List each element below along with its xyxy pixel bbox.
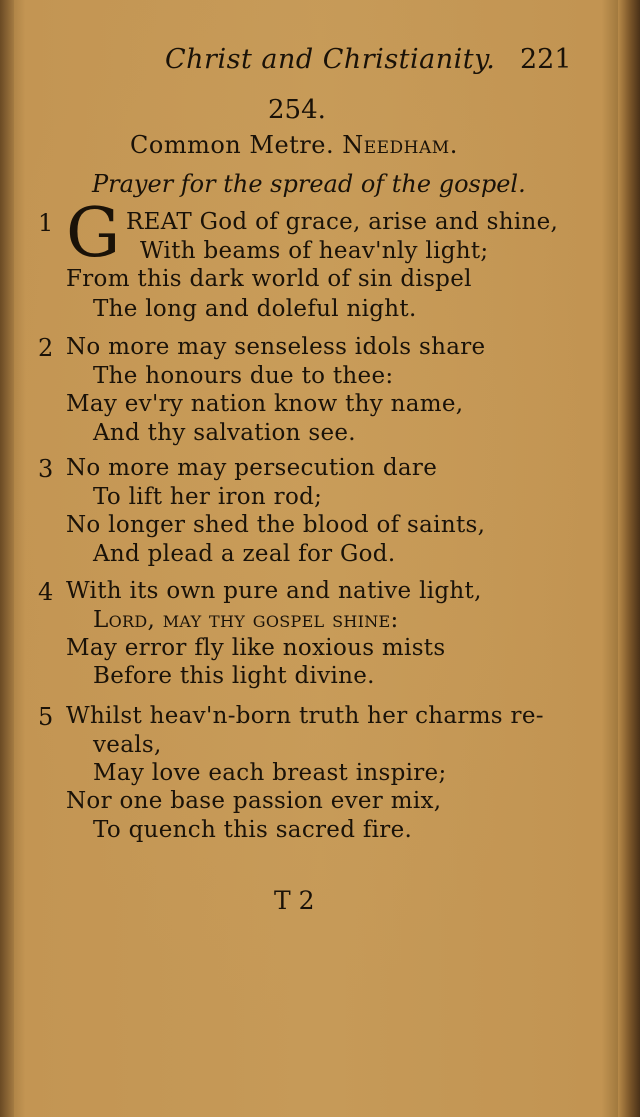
tune-name: Needham.	[342, 131, 458, 159]
verse-line: From this dark world of sin dispel	[66, 266, 472, 292]
verse-line: To lift her iron rod;	[93, 484, 323, 510]
verse-line: Lord, may thy gospel shine:	[93, 607, 399, 633]
verse-line: And thy salvation see.	[93, 420, 356, 446]
verse-number: 2	[38, 334, 54, 362]
verse-number: 1	[38, 209, 54, 237]
page-edge-left	[0, 0, 14, 1117]
drop-cap: G	[66, 194, 121, 273]
verse-number: 3	[38, 455, 54, 483]
verse-number: 5	[38, 703, 54, 731]
verse-line: May love each breast inspire;	[93, 760, 447, 786]
verse-line: To quench this sacred fire.	[93, 817, 413, 843]
page-number: 221	[520, 44, 572, 75]
verse-line: No more may persecution dare	[66, 455, 438, 481]
meter-name: Common Metre.	[130, 131, 335, 159]
verse-line: veals,	[93, 732, 162, 758]
verse-line: Whilst heav'n-born truth her charms re-	[66, 703, 544, 729]
verse-line: May error fly like noxious mists	[66, 635, 446, 661]
verse-line: No longer shed the blood of saints,	[66, 512, 486, 538]
verse-line: REAT God of grace, arise and shine,	[126, 209, 559, 235]
verse-number: 4	[38, 578, 54, 606]
running-title: Christ and Christianity.	[165, 44, 496, 75]
verse-line: Nor one base passion ever mix,	[66, 788, 442, 814]
page-edge-right	[618, 0, 640, 1117]
verse-line: The long and doleful night.	[93, 296, 417, 322]
meter-line	[130, 131, 458, 159]
verse-line: And plead a zeal for God.	[93, 541, 396, 567]
verse-line: Before this light divine.	[93, 663, 375, 689]
hymn-number: 254.	[268, 95, 326, 125]
signature-mark: T 2	[274, 886, 315, 915]
verse-line: No more may senseless idols share	[66, 334, 486, 360]
verse-line: The honours due to thee:	[93, 363, 394, 389]
hymn-title: Prayer for the spread of the gospel.	[92, 170, 526, 198]
verse-line: With beams of heav'nly light;	[140, 238, 489, 264]
verse-line: May ev'ry nation know thy name,	[66, 391, 464, 417]
verse-line: With its own pure and native light,	[66, 578, 482, 604]
